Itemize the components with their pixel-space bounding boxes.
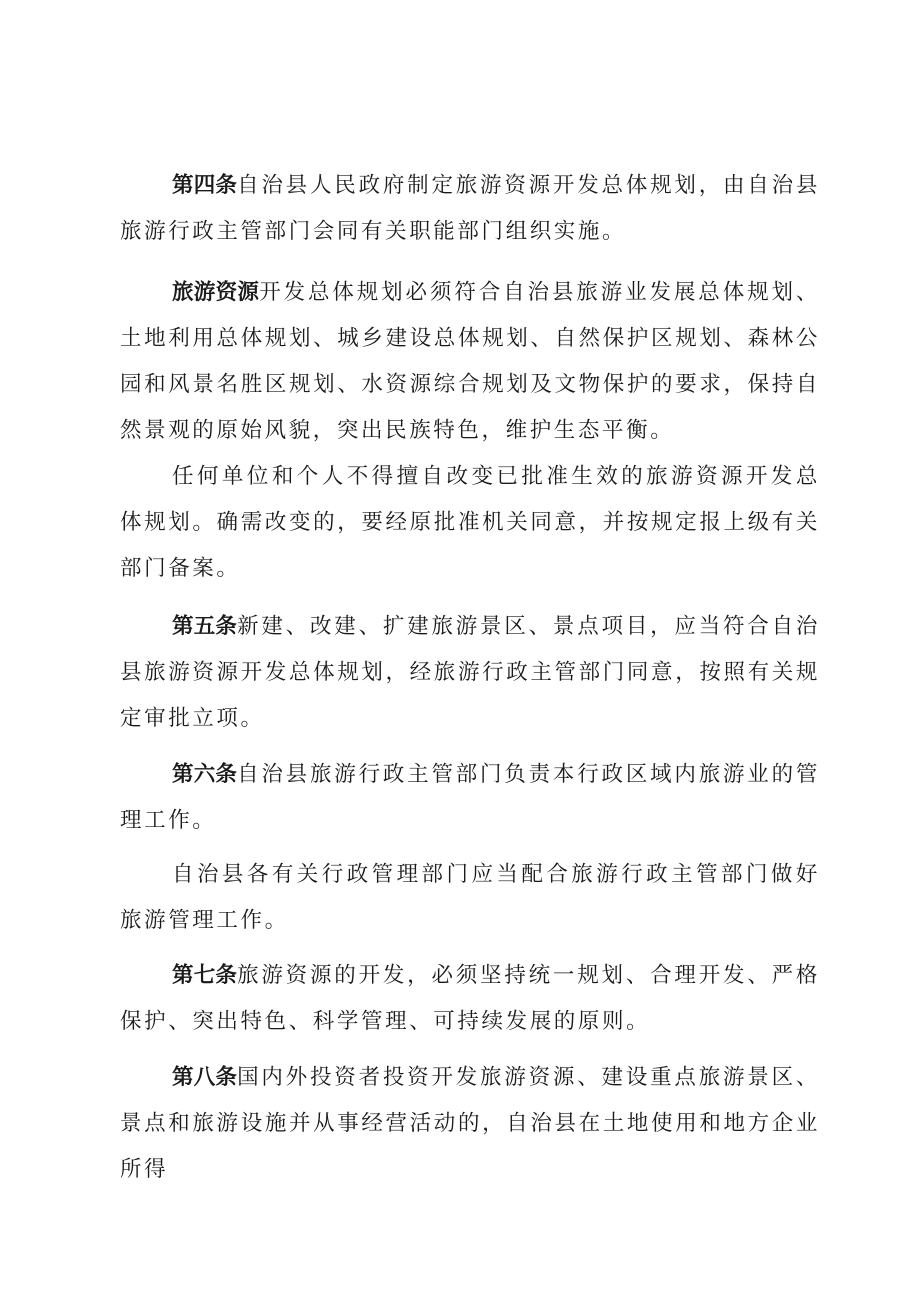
article-7-heading: 第七条 [172, 963, 238, 988]
article-4-heading: 第四条 [172, 173, 238, 198]
planning-requirements-lead: 旅游资源 [172, 280, 260, 305]
department-cooperation-paragraph [120, 852, 820, 944]
article-7-text: 旅游资源的开发，必须坚持统一规划、合理开发、严格保护、突出特色、科学管理、可持续发展的原则。 [120, 963, 820, 1034]
planning-requirements-paragraph [120, 270, 820, 454]
article-5-paragraph [120, 604, 820, 742]
planning-change-paragraph [120, 454, 820, 592]
article-7-paragraph [120, 953, 820, 1045]
article-8-text: 国内外投资者投资开发旅游资源、建设重点旅游景区、景点和旅游设施并从事经营活动的，自治县在土地使用和地方企业所得 [120, 1065, 820, 1182]
article-5-heading: 第五条 [172, 614, 238, 639]
article-8-paragraph [120, 1055, 820, 1193]
article-8-heading: 第八条 [172, 1065, 238, 1090]
article-6-paragraph [120, 752, 820, 844]
article-6-heading: 第六条 [172, 762, 238, 787]
article-6-text: 自治县旅游行政主管部门负责本行政区域内旅游业的管理工作。 [120, 762, 820, 833]
article-4-text: 自治县人民政府制定旅游资源开发总体规划，由自治县旅游行政主管部门会同有关职能部门组织实施。 [120, 173, 820, 244]
department-cooperation-text: 自治县各有关行政管理部门应当配合旅游行政主管部门做好旅游管理工作。 [120, 862, 820, 933]
article-4-paragraph [120, 163, 820, 255]
planning-change-text: 任何单位和个人不得擅自改变已批准生效的旅游资源开发总体规划。确需改变的，要经原批准机关同意，并按规定报上级有关部门备案。 [120, 464, 820, 581]
planning-requirements-text: 开发总体规划必须符合自治县旅游业发展总体规划、土地利用总体规划、城乡建设总体规划、自然保护区规划、森林公园和风景名胜区规划、水资源综合规划及文物保护的要求，保持自然景观的原始风貌，突出民族特色，维护生态平衡。 [120, 280, 820, 443]
article-5-text: 新建、改建、扩建旅游景区、景点项目，应当符合自治县旅游资源开发总体规划，经旅游行政主管部门同意，按照有关规定审批立项。 [120, 614, 820, 731]
